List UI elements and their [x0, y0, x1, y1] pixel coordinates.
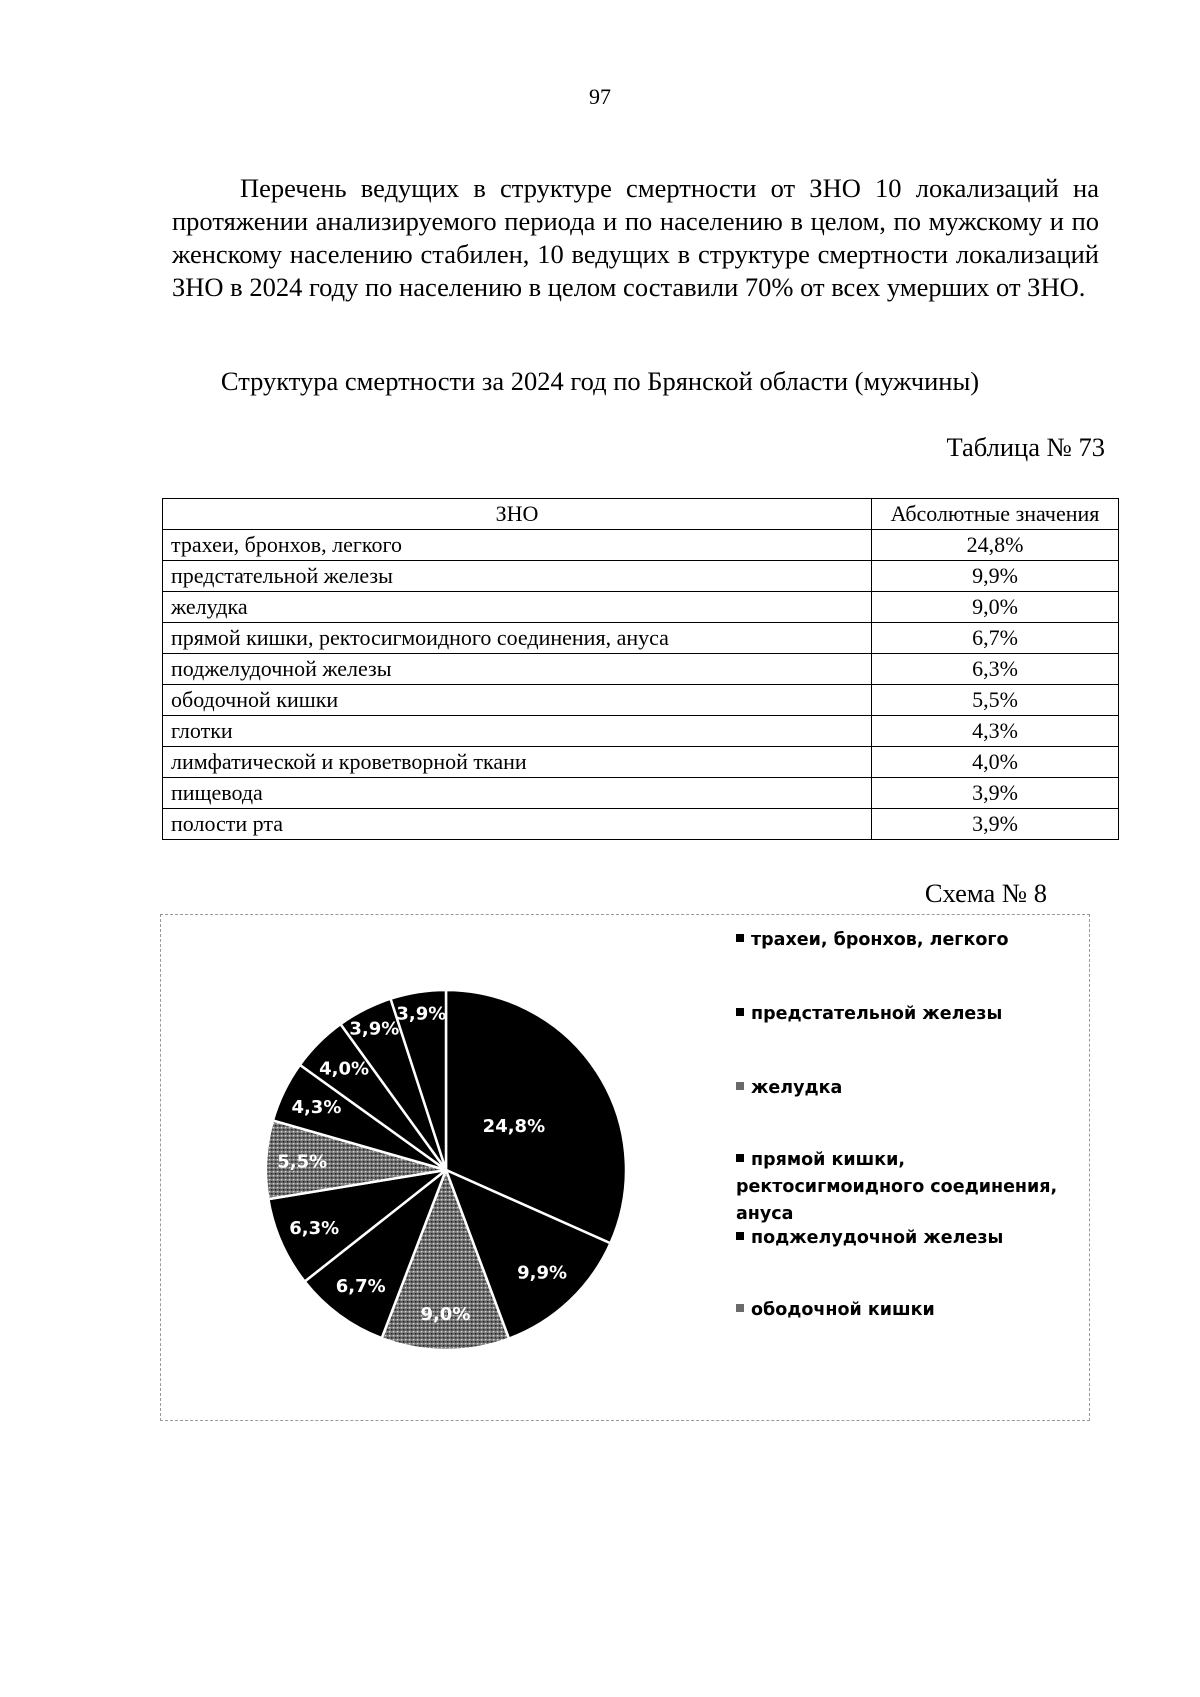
- legend-item: [736, 1001, 1086, 1028]
- legend-item: [736, 1297, 1086, 1324]
- pie-slice-label: 4,3%: [291, 1097, 342, 1119]
- table-row: [163, 654, 1119, 685]
- table-row: [163, 530, 1119, 561]
- row-name: лимфатической и кроветворной ткани: [163, 747, 872, 778]
- intro-paragraph: [172, 172, 1099, 304]
- pie-slice-label: 6,3%: [289, 1218, 340, 1240]
- row-value: 6,3%: [872, 654, 1119, 685]
- row-value: 9,0%: [872, 592, 1119, 623]
- row-name: ободочной кишки: [163, 685, 872, 716]
- legend-label: предстательной железы: [751, 1004, 1003, 1024]
- pie-slice-label: 3,9%: [349, 1018, 400, 1040]
- pie-chart: [161, 915, 736, 1420]
- column-header-values: Абсолютные значения: [872, 499, 1119, 530]
- table-label: Таблица № 73: [946, 432, 1105, 462]
- pie-slice-label: 24,8%: [482, 1115, 546, 1137]
- table-row: [163, 716, 1119, 747]
- row-name: желудка: [163, 592, 872, 623]
- legend-item: [736, 927, 1086, 954]
- row-name: трахеи, бронхов, легкого: [163, 530, 872, 561]
- legend-item: [736, 1225, 1086, 1252]
- legend-marker-icon: [736, 1082, 744, 1090]
- row-value: 5,5%: [872, 685, 1119, 716]
- row-name: предстательной железы: [163, 561, 872, 592]
- row-value: 4,3%: [872, 716, 1119, 747]
- row-value: 24,8%: [872, 530, 1119, 561]
- legend-item: [736, 1147, 1086, 1228]
- pie-slice-label: 9,0%: [420, 1304, 471, 1325]
- legend-label: трахеи, бронхов, легкого: [751, 930, 1009, 950]
- row-name: пищевода: [163, 778, 872, 809]
- table-row: [163, 747, 1119, 778]
- legend-label: желудка: [751, 1078, 843, 1098]
- row-name: полости рта: [163, 809, 872, 840]
- table-row: [163, 809, 1119, 840]
- row-value: 6,7%: [872, 623, 1119, 654]
- table-row: [163, 778, 1119, 809]
- pie-slice-label: 5,5%: [277, 1151, 328, 1173]
- mortality-table: [162, 498, 1119, 840]
- table-row: [163, 561, 1119, 592]
- legend-marker-icon: [736, 934, 744, 942]
- table-row: [163, 685, 1119, 716]
- table-row: [163, 623, 1119, 654]
- pie-chart-frame: [160, 914, 1090, 1421]
- section-title: Структура смертности за 2024 год по Брянской области (мужчины): [220, 366, 980, 396]
- legend-marker-icon: [736, 1154, 744, 1162]
- row-name: прямой кишки, ректосигмоидного соединения, ануса: [163, 623, 872, 654]
- row-name: поджелудочной железы: [163, 654, 872, 685]
- pie-slice-label: 3,9%: [396, 1003, 447, 1025]
- row-value: 3,9%: [872, 778, 1119, 809]
- legend-marker-icon: [736, 1008, 744, 1016]
- column-header-zno: ЗНО: [163, 499, 872, 530]
- scheme-label: Схема № 8: [924, 878, 1047, 908]
- row-value: 3,9%: [872, 809, 1119, 840]
- row-name: глотки: [163, 716, 872, 747]
- legend-label: поджелудочной железы: [751, 1228, 1004, 1248]
- legend-marker-icon: [736, 1304, 744, 1312]
- pie-slice-label: 9,9%: [517, 1262, 568, 1284]
- row-value: 9,9%: [872, 561, 1119, 592]
- legend-item: [736, 1075, 1086, 1102]
- legend-marker-icon: [736, 1232, 744, 1240]
- legend-label: ободочной кишки: [751, 1300, 935, 1320]
- row-value: 4,0%: [872, 747, 1119, 778]
- legend-label: прямой кишки, ректосигмоидного соединения, ануса: [736, 1150, 1058, 1224]
- paragraph-text: Перечень ведущих в структуре смертности от ЗНО 10 локализаций на протяжении анализируемого периода и по населению в целом, по мужскому и по женскому населению стабилен, 10 ведущих в структуре смертности локализаций ЗНО в 2024 году по населению в целом составили 70% от всех умерших от ЗНО.: [172, 173, 1099, 302]
- pie-slice-label: 4,0%: [319, 1058, 370, 1080]
- page-number: 97: [589, 84, 611, 109]
- table-row: [163, 592, 1119, 623]
- pie-slice-label: 6,7%: [335, 1276, 386, 1297]
- table-header-row: [163, 499, 1119, 530]
